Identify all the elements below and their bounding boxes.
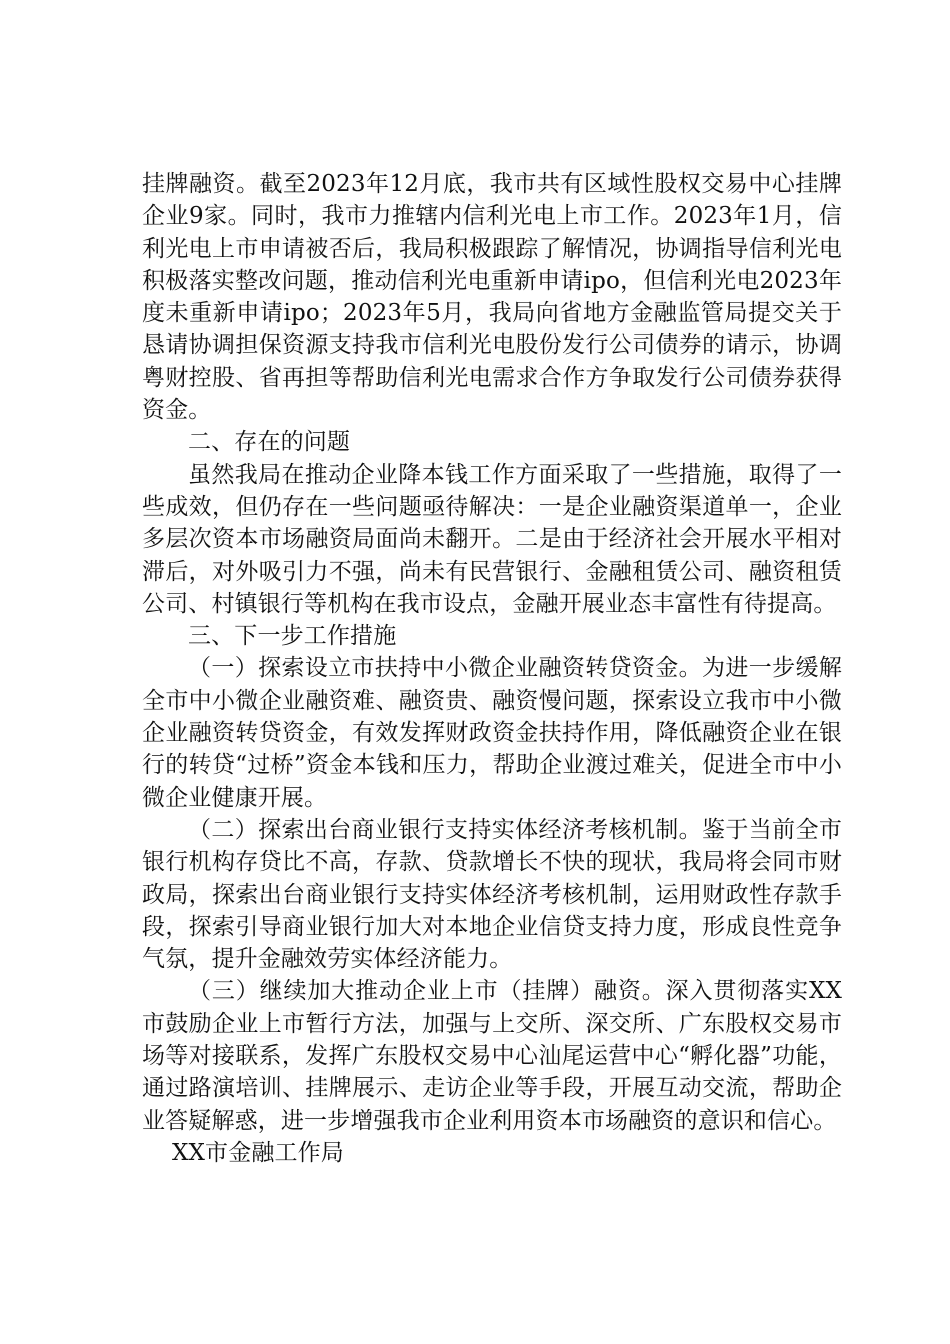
body-paragraph-2: 虽然我局在推动企业降本钱工作方面采取了一些措施，取得了一些成效，但仍存在一些问题亟待解决：一是企业融资渠道单一，企业多层次资本市场融资局面尚未翻开。二是由于经济社会开展水平相对滞后，对外吸引力不强，尚未有民营银行、金融租赁公司、融资租赁公司、村镇银行等机构在我市设点，金融开展业态丰富性有待提高。 [142,461,842,617]
body-paragraph-1: 挂牌融资。截至2023年12月底，我市共有区域性股权交易中心挂牌企业9家。同时，我市力推辖内信利光电上市工作。2023年1月，信利光电上市申请被否后，我局积极跟踪了解情况，协调指导信利光电积极落实整改问题，推动信利光电重新申请ipo，但信利光电2023年度未重新申请ipo；2023年5月，我局向省地方金融监管局提交关于恳请协调担保资源支持我市信利光电股份发行公司债券的请示，协调粤财控股、省再担等帮助信利光电需求合作方争取发行公司债券获得资金。 [142,171,842,424]
signature: XX市金融工作局 [172,1139,344,1166]
section-heading-next-steps: 三、下一步工作措施 [188,623,397,650]
document-page [142,168,842,1169]
body-paragraph-measure-2: （二）探索出台商业银行支持实体经济考核机制。鉴于当前全市银行机构存贷比不高，存款、贷款增长不快的现状，我局将会同市财政局，探索出台商业银行支持实体经济考核机制，运用财政性存款手段，探索引导商业银行加大对本地企业信贷支持力度，形成良性竞争气氛，提升金融效劳实体经济能力。 [142,816,842,973]
section-heading-problems: 二、存在的问题 [188,429,351,456]
body-paragraph-measure-1: （一）探索设立市扶持中小微企业融资转贷资金。为进一步缓解全市中小微企业融资难、融资贵、融资慢问题，探索设立我市中小微企业融资转贷资金，有效发挥财政资金扶持作用，降低融资企业在银行的转贷“过桥”资金本钱和压力，帮助企业渡过难关，促进全市中小微企业健康开展。 [142,655,842,811]
body-paragraph-measure-3: （三）继续加大推动企业上市（挂牌）融资。深入贯彻落实XX市鼓励企业上市暂行方法，加强与上交所、深交所、广东股权交易市场等对接联系，发挥广东股权交易中心汕尾运营中心“孵化器”功能，通过路演培训、挂牌展示、走访企业等手段，开展互动交流，帮助企业答疑解惑，进一步增强我市企业利用资本市场融资的意识和信心。 [142,978,842,1134]
